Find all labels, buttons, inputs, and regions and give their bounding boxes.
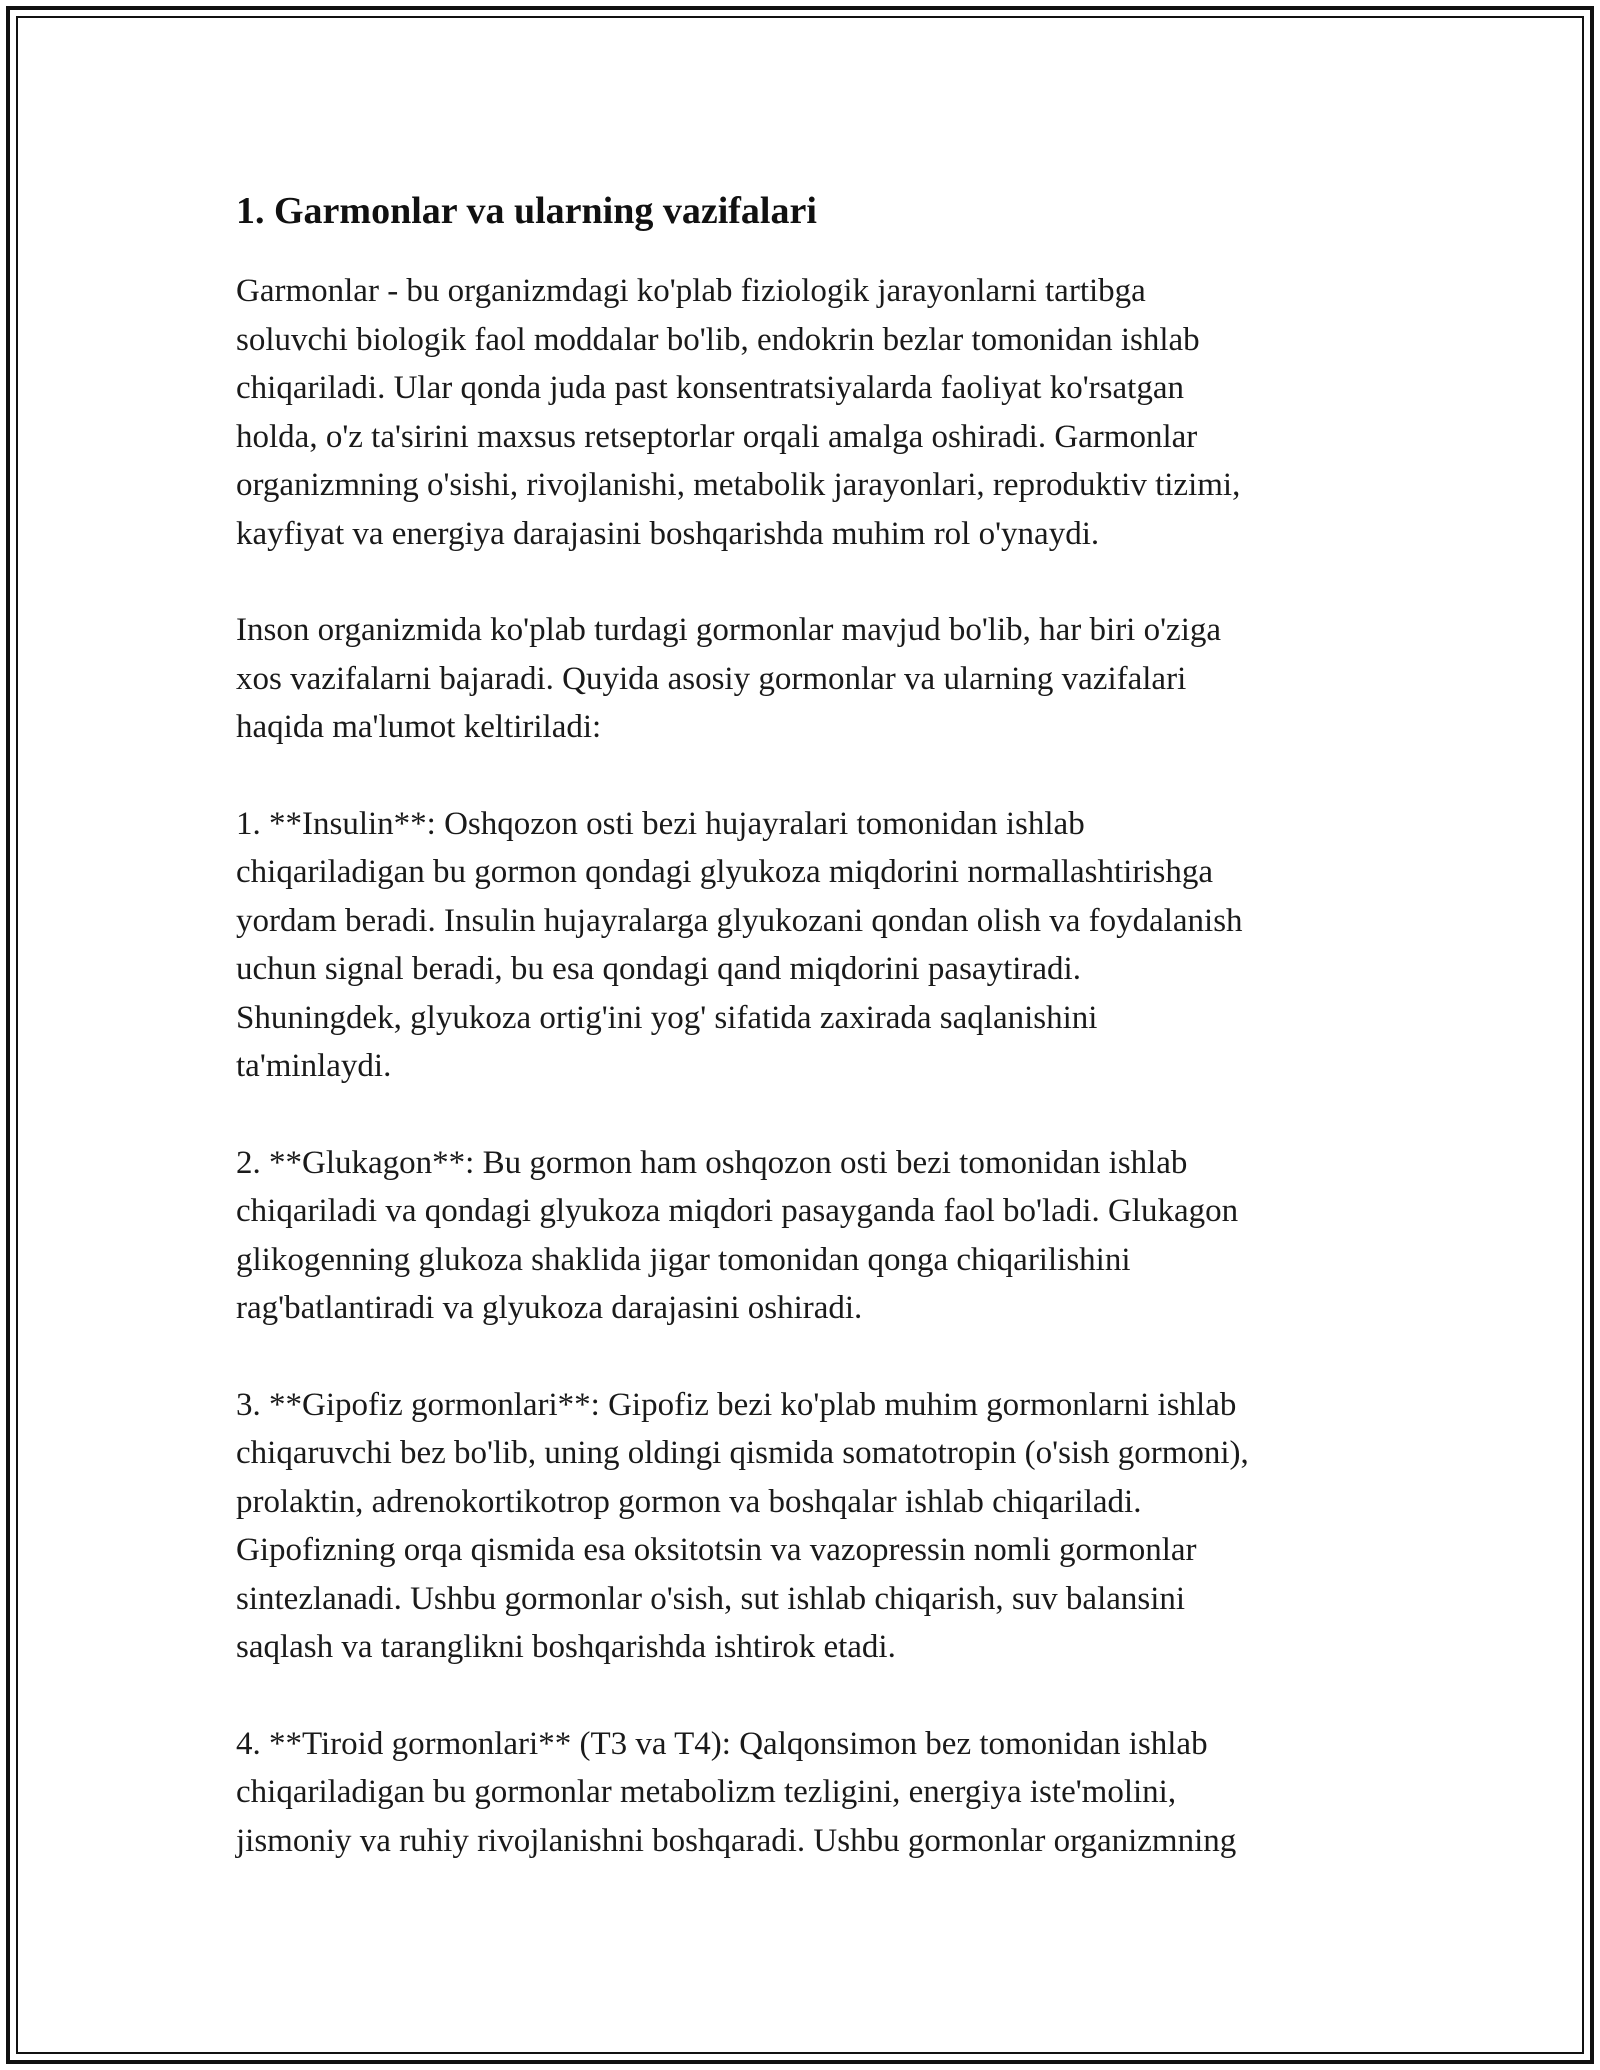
- document-body: [236, 185, 1376, 1913]
- list-item-tiroid: 4. **Tiroid gormonlari** (T3 va T4): Qalqonsimon bez tomonidan ishlab chiqariladigan bu gormonlar metabolizm tezligini, energiya iste'molini, jismoniy va ruhiy rivojlanishni boshqaradi. Ushbu gormonlar organizmning: [236, 1725, 1237, 1859]
- paragraph-intro: Garmonlar - bu organizmdagi ko'plab fiziologik jarayonlarni tartibga soluvchi biologik faol moddalar bo'lib, endokrin bezlar tomonidan ishlab chiqariladi. Ular qonda juda past konsentratsiyalarda faoliyat ko'rsatgan holda, o'z ta'sirini maxsus retseptorlar orqali amalga oshiradi. Garmonlar organizmning o'sishi, rivojlanishi, metabolik jarayonlari, reproduktiv tizimi, kayfiyat va energiya darajasini boshqarishda muhim rol o'ynaydi.: [236, 273, 1241, 552]
- list-item-insulin: 1. **Insulin**: Oshqozon osti bezi hujayralari tomonidan ishlab chiqariladigan bu gormon qondagi glyukoza miqdorini normallashtirishga yordam beradi. Insulin hujayralarga glyukozani qondan olish va foydalanish uchun signal beradi, bu esa qondagi qand miqdorini pasaytiradi. Shuningdek, glyukoza ortig'ini yog' sifatida zaxirada saqlanishini ta'minlaydi.: [236, 805, 1243, 1084]
- section-heading: 1. Garmonlar va ularning vazifalari: [236, 190, 817, 232]
- paragraph-overview: Inson organizmida ko'plab turdagi gormonlar mavjud bo'lib, har biri o'ziga xos vazifalarni bajaradi. Quyida asosiy gormonlar va ularning vazifalari haqida ma'lumot keltiriladi:: [236, 612, 1222, 745]
- list-item-glukagon: 2. **Glukagon**: Bu gormon ham oshqozon osti bezi tomonidan ishlab chiqariladi va qondagi glyukoza miqdori pasayganda faol bo'ladi. Glukagon glikogenning glukoza shaklida jigar tomonidan qonga chiqarilishini rag'batlantiradi va glyukoza darajasini oshiradi.: [236, 1144, 1239, 1326]
- list-item-gipofiz: 3. **Gipofiz gormonlari**: Gipofiz bezi ko'plab muhim gormonlarni ishlab chiqaruvchi bez bo'lib, uning oldingi qismida somatotropin (o'sish gormoni), prolaktin, adrenokortikotrop gormon va boshqalar ishlab chiqariladi. Gipofizning orqa qismida esa oksitotsin va vazopressin nomli gormonlar sintezlanadi. Ushbu gormonlar o'sish, sut ishlab chiqarish, suv balansini saqlash va taranglikni boshqarishda ishtirok etadi.: [236, 1386, 1249, 1665]
